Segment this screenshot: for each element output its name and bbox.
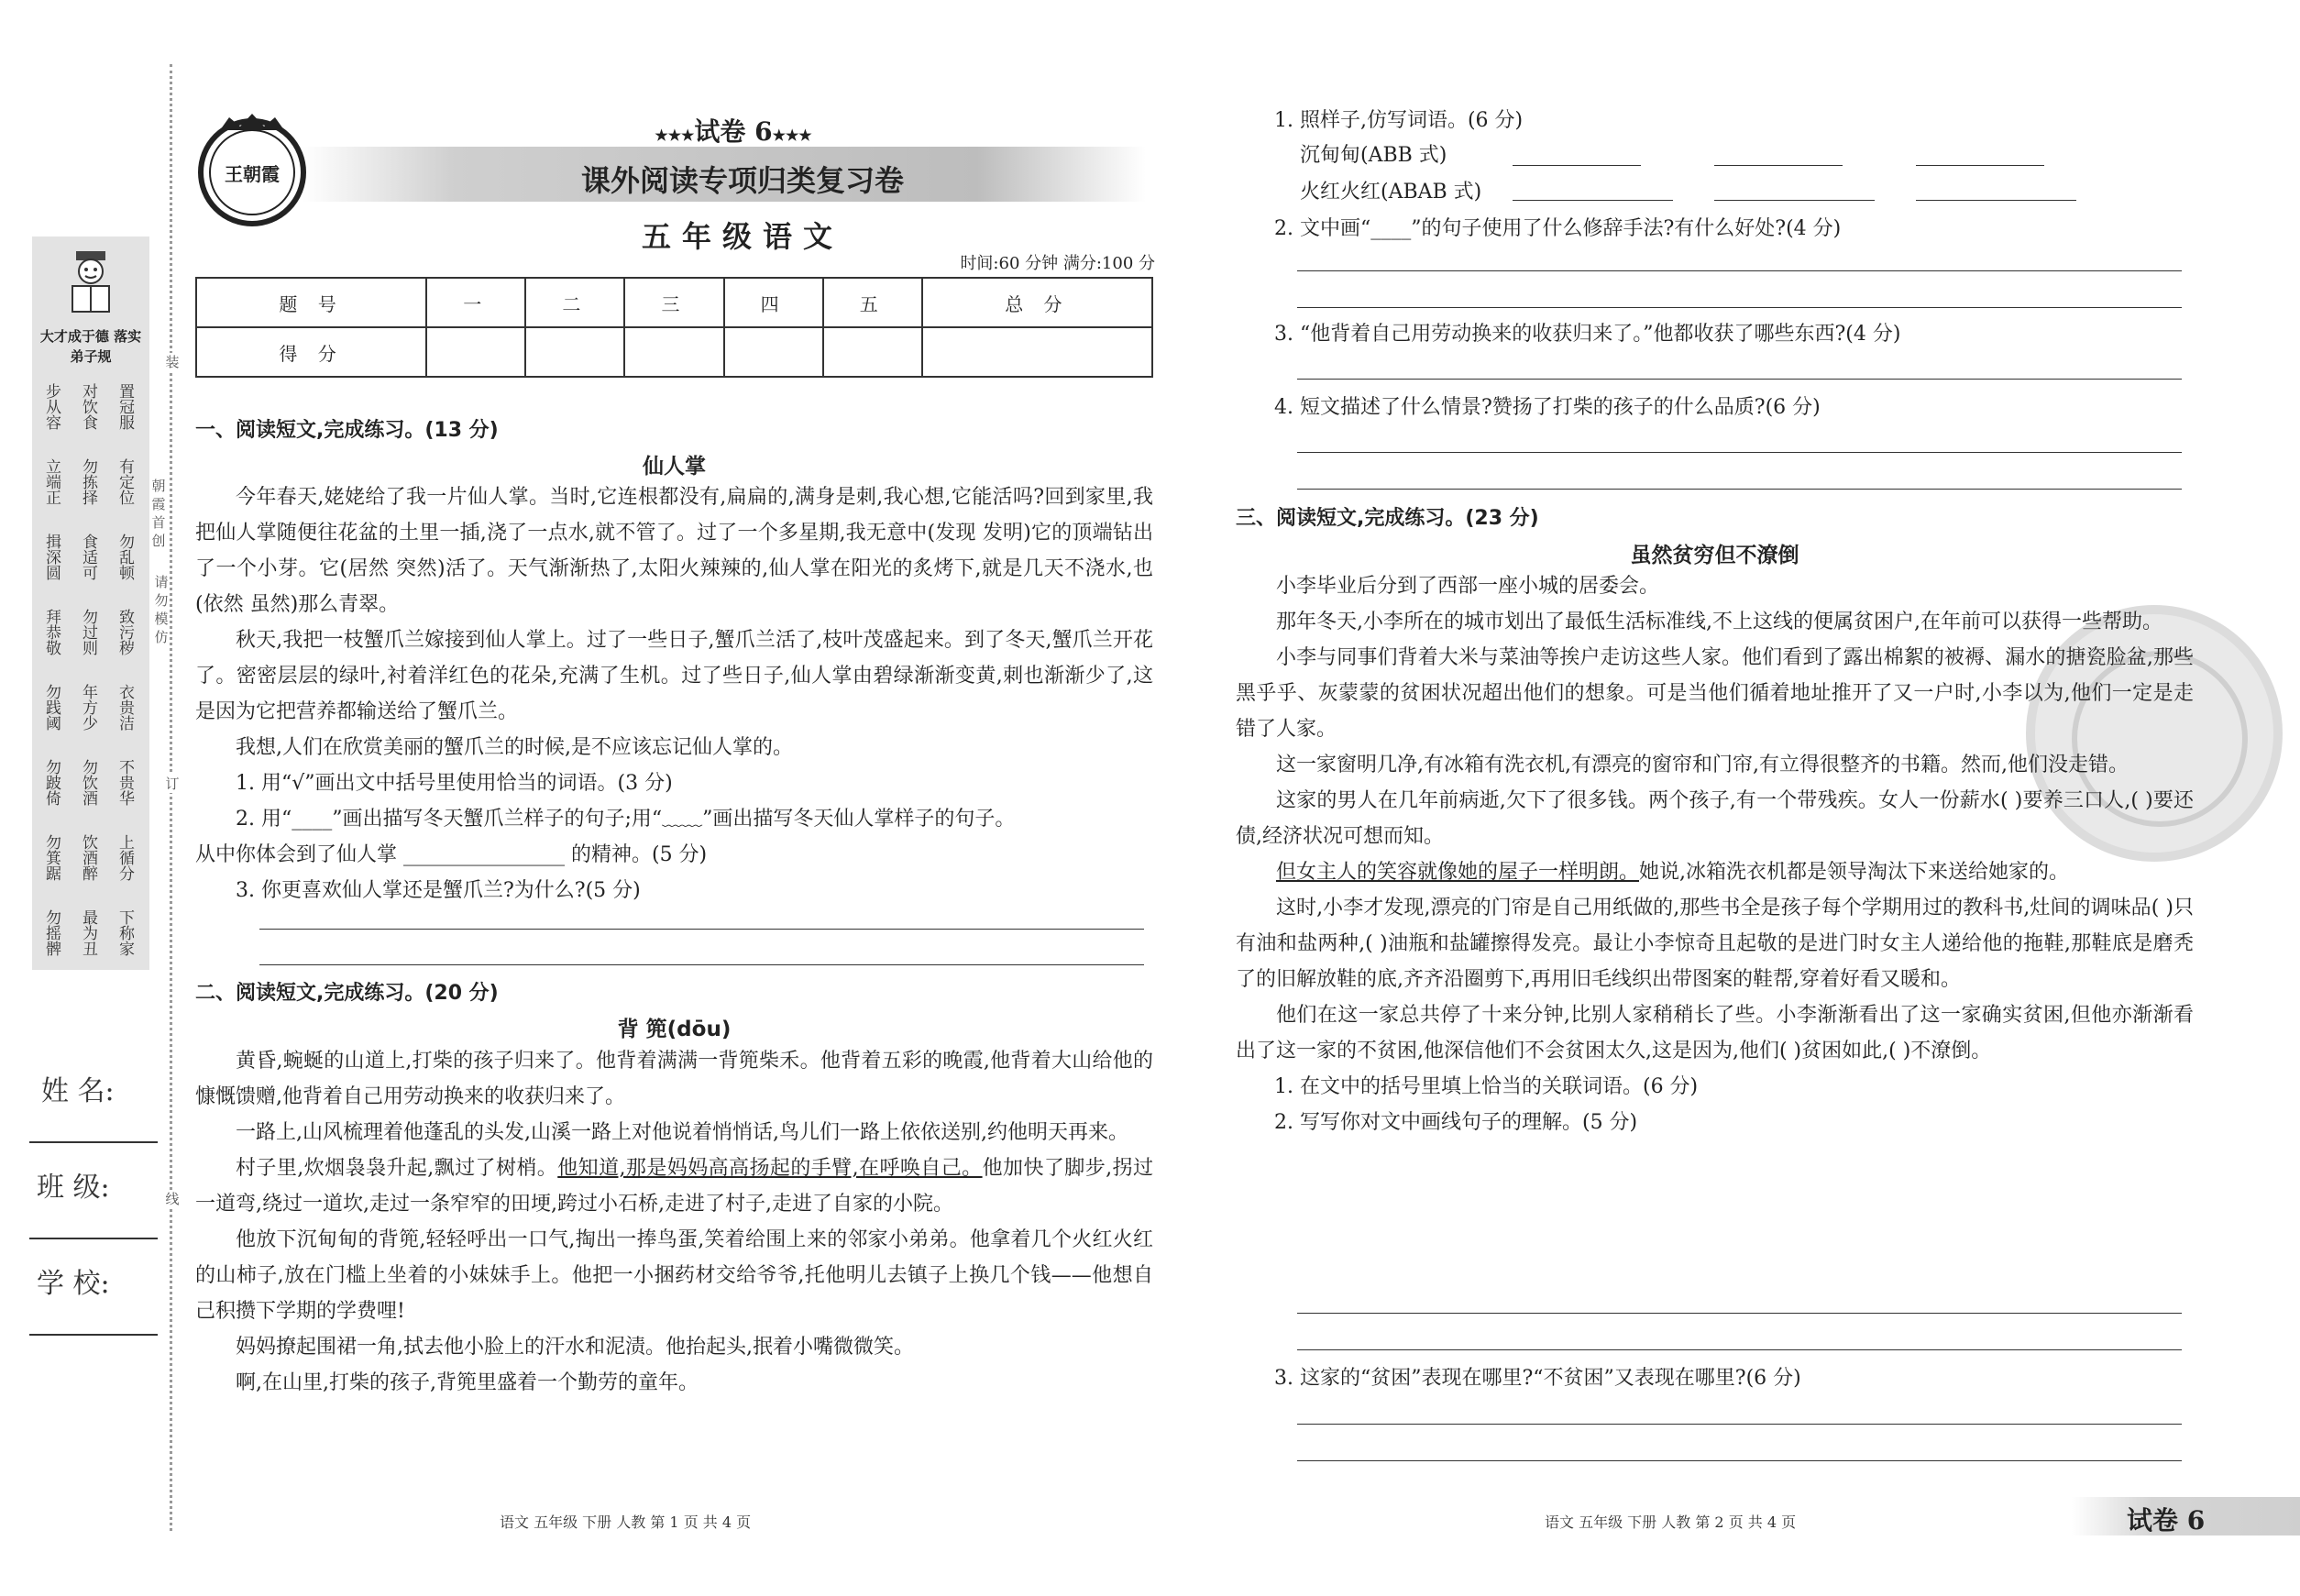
motto-line: 置冠服 bbox=[116, 382, 134, 430]
answer-line[interactable] bbox=[1297, 1424, 2182, 1425]
passage-text: 她说,冰箱洗衣机都是领导淘汰下来送给她家的。 bbox=[1639, 861, 2070, 884]
question-2-3: 3. “他背着自己用劳动换来的收获归来了。”他都收获了哪些东西?(4 分) bbox=[1274, 323, 1901, 346]
score-table bbox=[195, 277, 1153, 378]
school-label: 学 校: bbox=[37, 1268, 110, 1300]
name-label: 姓 名: bbox=[41, 1075, 115, 1107]
logo-text: 王朝霞 bbox=[225, 163, 280, 185]
score-cell: 四 bbox=[724, 278, 823, 327]
answer-line[interactable] bbox=[1297, 1313, 2182, 1314]
section3-heading: 三、阅读短文,完成练习。(23 分) bbox=[1236, 507, 1539, 530]
score-cell: 总 分 bbox=[922, 278, 1152, 327]
passage-paragraph: 我想,人们在欣赏美丽的蟹爪兰的时候,是不应该忘记仙人掌的。 bbox=[236, 736, 793, 759]
vertical-note-1: 朝霞首创 bbox=[151, 478, 166, 549]
answer-blank[interactable] bbox=[1513, 165, 1641, 166]
motto-line: 下称家 bbox=[116, 908, 134, 956]
motto-line: 揖深圆 bbox=[42, 533, 61, 580]
passage-paragraph bbox=[1236, 854, 2194, 890]
class-field[interactable] bbox=[29, 1238, 158, 1239]
paper-title: 课外阅读专项归类复习卷 bbox=[580, 163, 904, 198]
answer-line[interactable] bbox=[259, 929, 1144, 930]
passage-paragraph: 小李与同事们背着大米与菜油等挨户走访这些人家。他们看到了露出棉絮的被褥、漏水的搪瓷脸盆,那些黑乎乎、灰蒙蒙的贫困状况超出他们的想象。可是当他们循着地址推开了又一户时,小李以为,他们一定是走错了人家。 bbox=[1236, 646, 2194, 741]
exam-number: ★★★试卷 6★★★ bbox=[655, 116, 812, 147]
passage-paragraph: 今年春天,姥姥给了我一片仙人掌。当时,它连根都没有,扁扁的,满身是刺,我心想,它能活吗?回到家里,我把仙人掌随便往花盆的土里一插,浇了一点水,就不管了。过了一个多星期,我无意中(发现 发明)它的顶端钻出了一个小芽。它(居然 突然)活了。天气渐渐热了,太阳火辣辣的,仙人掌在阳光的炙烤下,就是几天不浇水,也(依然 虽然)那么青翠。 bbox=[195, 486, 1153, 616]
answer-line[interactable] bbox=[259, 964, 1144, 965]
binding-mark-1: 装 bbox=[163, 353, 182, 371]
answer-line[interactable] bbox=[1297, 270, 2182, 271]
passage-paragraph: 一路上,山风梳理着他蓬乱的头发,山溪一路上对他说着悄悄话,鸟儿们一路上依依送别,约他明天再来。 bbox=[236, 1121, 1128, 1144]
school-field[interactable] bbox=[29, 1334, 158, 1336]
answer-blank[interactable] bbox=[1513, 200, 1673, 201]
passage-text: 村子里,炊烟袅袅升起,飘过了树梢。 bbox=[236, 1157, 558, 1180]
answer-line[interactable] bbox=[1297, 1349, 2182, 1350]
question-2-2: 2. 文中画“____”的句子使用了什么修辞手法?有什么好处?(4 分) bbox=[1274, 217, 1842, 240]
answer-blank[interactable] bbox=[1714, 165, 1843, 166]
underlined-sentence: 但女主人的笑容就像她的屋子一样明朗。 bbox=[1276, 861, 1640, 884]
motto-line: 勿摇髀 bbox=[42, 908, 61, 956]
score-input[interactable] bbox=[624, 327, 723, 377]
motto-panel bbox=[32, 237, 149, 970]
section2-heading: 二、阅读短文,完成练习。(20 分) bbox=[195, 982, 499, 1005]
motto-line: 衣贵洁 bbox=[116, 683, 134, 731]
motto-line: 致污秽 bbox=[116, 608, 134, 655]
motto-line: 勿过则 bbox=[79, 608, 97, 655]
binding-dashed-line bbox=[170, 64, 172, 1531]
motto-line: 勿跛倚 bbox=[42, 758, 61, 806]
passage-paragraph: 小李毕业后分到了西部一座小城的居委会。 bbox=[1276, 575, 1660, 598]
exam-tag: 试卷 6 bbox=[2127, 1505, 2206, 1535]
question-2-1b: 火红火红(ABAB 式) bbox=[1300, 181, 1482, 204]
score-input[interactable] bbox=[922, 327, 1152, 377]
publisher-logo bbox=[193, 110, 312, 229]
passage-paragraph bbox=[195, 1150, 1153, 1222]
question-3-3: 3. 这家的“贫困”表现在哪里?“不贫困”又表现在哪里?(6 分) bbox=[1274, 1367, 1801, 1390]
motto-line: 勿饮酒 bbox=[79, 758, 97, 806]
question-2-4: 4. 短文描述了什么情景?赞扬了打柴的孩子的什么品质?(6 分) bbox=[1274, 396, 1821, 419]
question-1-1: 1. 用“√”画出文中括号里使用恰当的词语。(3 分) bbox=[236, 772, 673, 795]
motto-line: 勿乱顿 bbox=[116, 533, 134, 580]
section1-title: 仙人掌 bbox=[643, 455, 706, 479]
score-cell: 得 分 bbox=[196, 327, 426, 377]
motto-heading: 大才成于德 落实弟子规 bbox=[39, 328, 142, 365]
score-table-header-row bbox=[196, 278, 1152, 327]
motto-line: 食适可 bbox=[79, 533, 97, 580]
passage-paragraph: 妈妈撩起围裙一角,拭去他小脸上的汗水和泥渍。他抬起头,抿着小嘴微微笑。 bbox=[236, 1336, 914, 1359]
passage-paragraph: 黄昏,蜿蜒的山道上,打柴的孩子归来了。他背着满满一背篼柴禾。他背着五彩的晚霞,他背着大山给他的慷慨馈赠,他背着自己用劳动换来的收获归来了。 bbox=[195, 1050, 1153, 1108]
underlined-sentence: 他知道,那是妈妈高高扬起的手臂,在呼唤自己。 bbox=[557, 1157, 983, 1180]
motto-line: 勿践阈 bbox=[42, 683, 61, 731]
answer-blank[interactable] bbox=[1714, 200, 1875, 201]
motto-line: 勿拣择 bbox=[79, 457, 97, 505]
motto-line: 对饮食 bbox=[79, 382, 97, 430]
section2-title: 背 篼(dōu) bbox=[617, 1018, 732, 1041]
question-2-1: 1. 照样子,仿写词语。(6 分) bbox=[1274, 109, 1524, 132]
question-3-2: 2. 写写你对文中画线句子的理解。(5 分) bbox=[1274, 1111, 1638, 1134]
binding-mark-2: 订 bbox=[163, 775, 182, 793]
class-label: 班 级: bbox=[37, 1172, 110, 1204]
question-3-1: 1. 在文中的括号里填上恰当的关联词语。(6 分) bbox=[1274, 1075, 1699, 1098]
motto-line: 步从容 bbox=[42, 382, 61, 430]
motto-line: 拜恭敬 bbox=[42, 608, 61, 655]
section1-heading: 一、阅读短文,完成练习。(13 分) bbox=[195, 419, 499, 442]
page-footer-left: 语文 五年级 下册 人教 第 1 页 共 4 页 bbox=[500, 1513, 752, 1531]
score-cell: 三 bbox=[624, 278, 723, 327]
score-input[interactable] bbox=[525, 327, 624, 377]
score-cell: 题 号 bbox=[196, 278, 426, 327]
passage-paragraph: 这一家窗明几净,有冰箱有洗衣机,有漂亮的窗帘和门帘,有立得很整齐的书籍。然而,他们没走错。 bbox=[1276, 754, 2129, 776]
score-table-score-row bbox=[196, 327, 1152, 377]
vertical-note-2: 请勿模仿 bbox=[154, 574, 169, 645]
score-input[interactable] bbox=[426, 327, 525, 377]
passage-text: 他加快了脚步,拐过一道弯,绕过一道坎,走过一条窄窄的田埂,跨过小石桥,走进了村子,走进了自家的小院。 bbox=[195, 1157, 1153, 1216]
passage-paragraph: 这时,小李才发现,漂亮的门帘是自己用纸做的,那些书全是孩子每个学期用过的教科书,灶间的调味品( )只有油和盐两种,( )油瓶和盐罐擦得发亮。最让小李惊奇且起敬的是进门时女主人递给他的拖鞋,那鞋底是磨秃了的旧解放鞋的底,齐齐沿圈剪下,再用旧毛线织出带图案的鞋帮,穿着好看又暖和。 bbox=[1236, 897, 2194, 991]
binding-mark-3: 线 bbox=[163, 1190, 182, 1208]
answer-blank[interactable] bbox=[1916, 200, 2076, 201]
passage-paragraph: 秋天,我把一枝蟹爪兰嫁接到仙人掌上。过了一些日子,蟹爪兰活了,枝叶茂盛起来。到了冬天,蟹爪兰开花了。密密层层的绿叶,衬着洋红色的花朵,充满了生机。过了些日子,仙人掌由碧绿渐渐变黄,刺也渐渐少了,这是因为它把营养都输送给了蟹爪兰。 bbox=[195, 629, 1153, 723]
answer-blank[interactable] bbox=[1916, 165, 2044, 166]
answer-line[interactable] bbox=[1297, 307, 2182, 308]
section3-passage bbox=[1236, 568, 2194, 1140]
passage-paragraph: 他们在这一家总共停了十来分钟,比别人家稍稍长了些。小李渐渐看出了这一家确实贫困,但他亦渐渐看出了这一家的不贫困,他深信他们不会贫困太久,这是因为,他们( )贫困如此,( )不潦倒。 bbox=[1236, 1004, 2194, 1062]
answer-line[interactable] bbox=[1297, 489, 2182, 490]
time-info: 时间:60 分钟 满分:100 分 bbox=[960, 254, 1155, 273]
answer-line[interactable] bbox=[1297, 1460, 2182, 1461]
motto-line: 不贵华 bbox=[116, 758, 134, 806]
motto-line: 有定位 bbox=[116, 457, 134, 505]
motto-line: 上循分 bbox=[116, 833, 134, 881]
passage-paragraph: 这家的男人在几年前病逝,欠下了很多钱。两个孩子,有一个带残疾。女人一份薪水( )要养三口人,( )要还债,经济状况可想而知。 bbox=[1236, 789, 2194, 848]
score-input[interactable] bbox=[823, 327, 922, 377]
motto-line: 饮酒醉 bbox=[79, 833, 97, 881]
section3-title: 虽然贫穷但不潦倒 bbox=[1630, 544, 1799, 567]
motto-line: 立端正 bbox=[42, 457, 61, 505]
motto-line: 最为丑 bbox=[79, 908, 97, 956]
passage-paragraph: 那年冬天,小李所在的城市划出了最低生活标准线,不上这线的便属贫困户,在年前可以获得一些帮助。 bbox=[1276, 611, 2162, 633]
score-input[interactable] bbox=[724, 327, 823, 377]
score-cell: 二 bbox=[525, 278, 624, 327]
cartoon-scholar-icon bbox=[63, 248, 118, 321]
question-1-2-cont: 从中你体会到了仙人掌 ________________ 的精神。(5 分) bbox=[195, 843, 708, 866]
question-1-3: 3. 你更喜欢仙人掌还是蟹爪兰?为什么?(5 分) bbox=[236, 879, 641, 902]
answer-line[interactable] bbox=[1297, 379, 2182, 380]
passage-paragraph: 他放下沉甸甸的背篼,轻轻呼出一口气,掏出一捧鸟蛋,笑着给围上来的邻家小弟弟。他拿着几个火红火红的山柿子,放在门槛上坐着的小妹妹手上。他把一小捆药材交给爷爷,托他明儿去镇子上换几个钱——他想自己积攒下学期的学费哩! bbox=[195, 1228, 1153, 1323]
name-field[interactable] bbox=[29, 1141, 158, 1143]
section1-passage bbox=[195, 479, 1153, 908]
score-cell: 一 bbox=[426, 278, 525, 327]
subject-title: 五年级语文 bbox=[641, 219, 843, 254]
answer-line[interactable] bbox=[1297, 452, 2182, 453]
motto-line: 勿箕踞 bbox=[42, 833, 61, 881]
question-1-2: 2. 用“____”画出描写冬天蟹爪兰样子的句子;用“﹏﹏”画出描写冬天仙人掌样子的句子。 bbox=[236, 808, 1016, 831]
motto-line: 年方少 bbox=[79, 683, 97, 731]
passage-paragraph: 啊,在山里,打柴的孩子,背篼里盛着一个勤劳的童年。 bbox=[236, 1371, 699, 1394]
section2-passage bbox=[195, 1043, 1153, 1401]
page-footer-right: 语文 五年级 下册 人教 第 2 页 共 4 页 bbox=[1545, 1513, 1797, 1531]
question-2-1a: 沉甸甸(ABB 式) bbox=[1300, 144, 1447, 167]
score-cell: 五 bbox=[823, 278, 922, 327]
